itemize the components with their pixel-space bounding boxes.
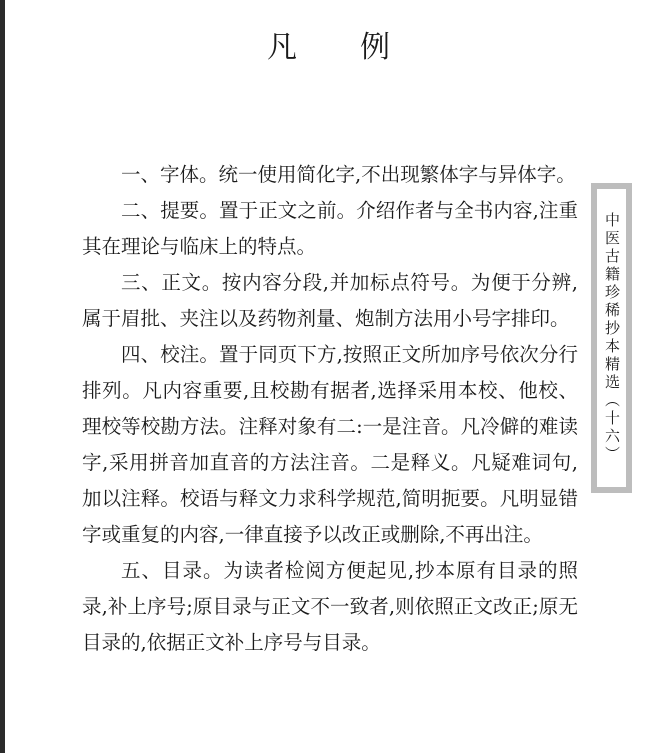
- paragraph-font: 一、字体。统一使用简化字,不出现繁体字与异体字。: [121, 163, 576, 186]
- page-edge-rule: [0, 0, 5, 753]
- page-title: [0, 30, 658, 66]
- series-side-tab: [591, 183, 632, 493]
- paragraph-collation: 四、校注。置于同页下方,按照正文所加序号依次分行排列。凡内容重要,且校勘有据者,选择采用本校、他校、理校等校勘方法。注释对象有二:一是注音。凡冷僻的难读字,采用拼音加直音的方法注音。二是释义。凡疑难词句,加以注释。校语与释文力求科学规范,简明扼要。凡明显错字或重复的内容,一律直接予以改正或删除,不再出注。: [82, 343, 578, 546]
- paragraph-contents: 五、目录。为读者检阅方便起见,抄本原有目录的照录,补上序号;原目录与正文不一致者,则依照正文改正;原无目录的,依据正文补上序号与目录。: [82, 559, 578, 654]
- paragraph-summary: 二、提要。置于正文之前。介绍作者与全书内容,注重其在理论与临床上的特点。: [82, 199, 578, 258]
- body-text: [82, 157, 578, 661]
- title-char-2: 例: [360, 30, 391, 65]
- title-char-1: 凡: [267, 30, 298, 65]
- paragraph-main-text: 三、正文。按内容分段,并加标点符号。为便于分辨,属于眉批、夹注以及药物剂量、炮制方法用小号字排印。: [82, 271, 578, 330]
- series-side-tab-inner: [597, 189, 626, 487]
- series-title: 中医古籍珍稀抄本精选（十六）: [603, 212, 621, 464]
